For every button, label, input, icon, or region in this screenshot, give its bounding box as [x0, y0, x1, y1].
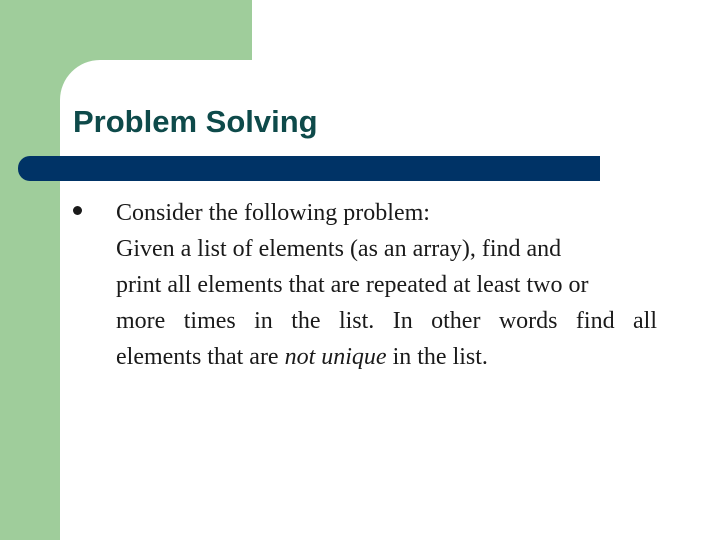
bullet-line-4: [116, 339, 657, 375]
bullet-line-4-start: elements that are: [116, 344, 285, 370]
bullet-line-4-end: in the list.: [386, 344, 488, 370]
bullet-intro: Consider the following problem:: [116, 200, 430, 226]
not-unique-emphasis: not unique: [284, 344, 387, 370]
bullet-line-3-text: more times in the list. In other words find all: [116, 308, 657, 334]
title-underline-bar: [18, 156, 600, 181]
bullet-content: [116, 195, 657, 375]
slide-title: Problem Solving: [73, 104, 318, 139]
bullet-line-2: print all elements that are repeated at least two or: [116, 272, 589, 298]
bullet-line-1: Given a list of elements (as an array), find and: [116, 236, 562, 262]
bullet-line-3: [116, 303, 657, 339]
bullet-dot-icon: [73, 206, 82, 215]
